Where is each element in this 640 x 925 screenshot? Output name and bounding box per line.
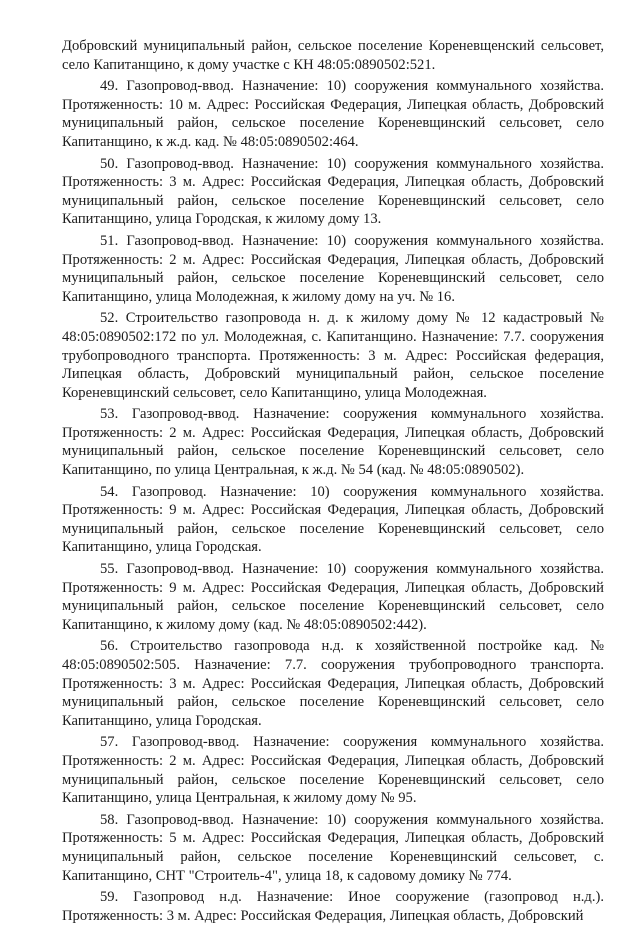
paragraph-item-54: 54. Газопровод. Назначение: 10) сооружения коммунального хозяйства. Протяженность: 9 м. Адрес: Российская Федерация, Липецкая область, Добровский муниципальный район, сельское поселение Кореневщинский сельсовет, село Капитанщино, улица Городская. bbox=[62, 483, 604, 556]
paragraph-item-49: 49. Газопровод-ввод. Назначение: 10) сооружения коммунального хозяйства. Протяженность: 10 м. Адрес: Российская Федерация, Липецкая область, Добровский муниципальный район, сельское поселение Кореневщинский сельсовет, село Капитанщино, к ж.д. кад. № 48:05:0890502:464. bbox=[62, 78, 604, 150]
paragraph-item-55: 55. Газопровод-ввод. Назначение: 10) сооружения коммунального хозяйства. Протяженность: 9 м. Адрес: Российская Федерация, Липецкая область, Добровский муниципальный район, сельское поселение Кореневщинский сельсовет, село Капитанщино, к жилому дому (кад. № 48:05:0890502:442). bbox=[62, 561, 604, 633]
paragraph-item-57: 57. Газопровод-ввод. Назначение: сооружения коммунального хозяйства. Протяженность: 2 м. Адрес: Российская Федерация, Липецкая область, Добровский муниципальный район, сельское поселение Кореневщинский сельсовет, село Капитанщино, улица Центральная, к жилому дому № 95. bbox=[62, 734, 604, 807]
paragraph-item-53: 53. Газопровод-ввод. Назначение: сооружения коммунального хозяйства. Протяженность: 2 м. Адрес: Российская Федерация, Липецкая область, Добровский муниципальный район, сельское поселение Кореневщинский сельсовет, село Капитанщино, по улица Центральная, к ж.д. № 54 (кад. № 48:05:0890502). bbox=[62, 406, 604, 479]
paragraph-item-58: 58. Газопровод-ввод. Назначение: 10) сооружения коммунального хозяйства. Протяженность: 5 м. Адрес: Российская Федерация, Липецкая область, Добровский муниципальный район, сельское поселение Кореневщинский сельсовет, с. Капитанщино, СНТ "Строитель-4", улица 18, к садовому домику № 774. bbox=[62, 811, 604, 884]
paragraph-item-50: 50. Газопровод-ввод. Назначение: 10) сооружения коммунального хозяйства. Протяженность: 3 м. Адрес: Российская Федерация, Липецкая область, Добровский муниципальный район, сельское поселение Кореневщинский сельсовет, село Капитанщино, улица Городская, к жилому дому 13. bbox=[62, 155, 604, 228]
paragraph-continuation: Добровский муниципальный район, сельское поселение Кореневщенский сельсовет, село Капитанщино, к дому участке с КН 48:05:0890502:521. bbox=[62, 38, 604, 73]
paragraph-item-51: 51. Газопровод-ввод. Назначение: 10) сооружения коммунального хозяйства. Протяженность: 2 м. Адрес: Российская Федерация, Липецкая область, Добровский муниципальный район, сельское поселение Кореневщинский сельсовет, село Капитанщино, улица Молодежная, к жилому дому на уч. № 16. bbox=[62, 232, 604, 305]
paragraph-item-59: 59. Газопровод н.д. Назначение: Иное сооружение (газопровод н.д.). Протяженность: 3 м. Адрес: Российская Федерация, Липецкая область, Добровский bbox=[62, 889, 604, 924]
paragraph-item-52: 52. Строительство газопровода н. д. к жилому дому № 12 кадастровый № 48:05:0890502:172 по ул. Молодежная, с. Капитанщино. Назначение: 7.7. сооружения трубопроводного транспорта. Протяженность: 3 м. Адрес: Российская федерация, Липецкая область, Добровский муниципальный район, сельское поселение Кореневщинский сельсовет, село Капитанщино, улица Молодежная. bbox=[62, 310, 604, 401]
paragraph-item-56: 56. Строительство газопровода н.д. к хозяйственной постройке кад. № 48:05:0890502:505. Назначение: 7.7. сооружения трубопроводного транспорта. Протяженность: 3 м. Адрес: Российская Федерация, Липецкая область, Добровский муниципальный район, сельское поселение Кореневщинский сельсовет, село Капитанщино, улица Городская. bbox=[62, 638, 604, 729]
